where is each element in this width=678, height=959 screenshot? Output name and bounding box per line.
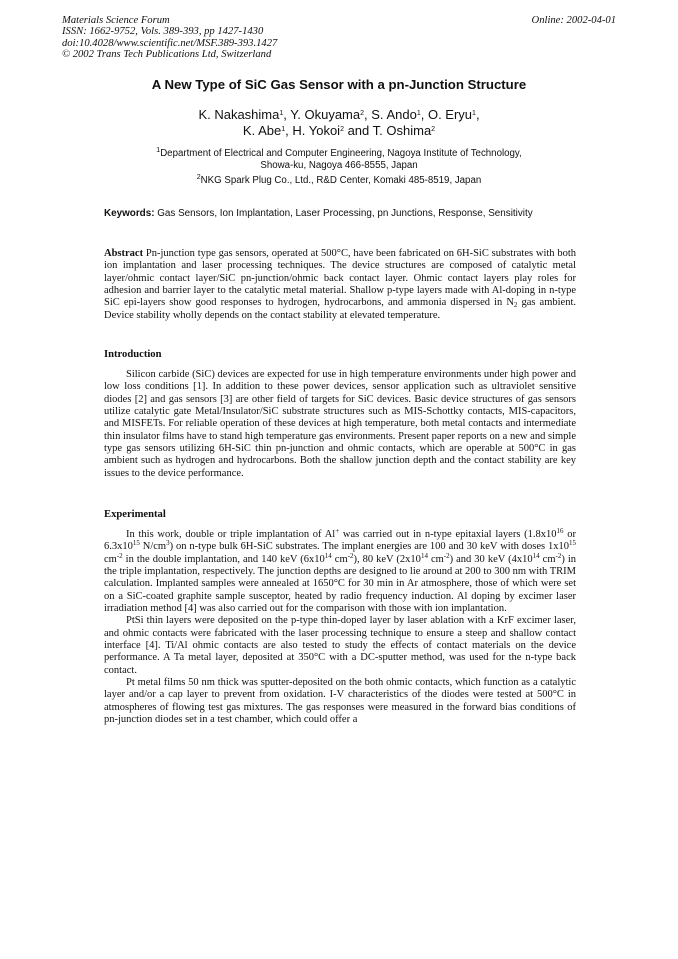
affiliation-mark: 2 <box>431 126 436 133</box>
issn-line: ISSN: 1662-9752, Vols. 389-393, pp 1427-1430 <box>62 26 264 38</box>
author-separator: , <box>475 107 480 122</box>
author-separator: , <box>285 123 293 138</box>
paragraph: Silicon carbide (SiC) devices are expected for use in high temperature environments under high power and low loss conditions [1]. In addition to these power devices, sensor application such as ultraviolet sensitive diodes [2] and gas sensors [3] are other field of targets for SiC devices. Basic device structures of gas sensors utilize catalytic gate Metal/Insulator/SiC substrate structures such as MIS-Schottky contacts, MIS-capacitors, and MISFETs. For reliable operation of these devices at high temperature, both metal contacts and intermediate thin insulator films have to stand high temperature gas environments. Present paper reports on a new and simple type gas sensors utilizing 6H-SiC thin pn-junction and ohmic contacts, which are operable at 500°C in gas ambient such as hydrogen and hydrocarbons. Both the shallow junction depth and the contact stability are key issues to the device performance. <box>104 369 576 479</box>
affiliation-line: Department of Electrical and Computer Engineering, Nagoya Institute of Technology, <box>160 148 522 159</box>
author: Y. Okuyama <box>290 107 361 122</box>
affiliation-mark: 1 <box>281 126 286 133</box>
abstract-label: Abstract <box>104 248 144 259</box>
author-line-2 <box>0 123 678 139</box>
author: K. Nakashima <box>198 107 280 122</box>
affiliation-mark: 2 <box>340 126 344 133</box>
experimental-body <box>104 529 576 727</box>
author-separator: , <box>283 107 291 122</box>
author: O. Eryu <box>427 107 473 122</box>
affiliation-1 <box>0 148 678 172</box>
subscript: 2 <box>513 301 518 310</box>
copyright-line: © 2002 Trans Tech Publications Ltd, Switzerland <box>62 49 272 61</box>
introduction-body <box>104 369 576 480</box>
author-separator: , <box>420 107 428 122</box>
keywords-list: Gas Sensors, Ion Implantation, Laser Processing, pn Junctions, Response, Sensitivity <box>157 208 533 219</box>
online-date: Online: 2002-04-01 <box>531 15 616 26</box>
author: H. Yokoi <box>292 123 341 138</box>
author: K. Abe <box>242 123 282 138</box>
journal-name: Materials Science Forum <box>62 15 170 26</box>
author-line-1 <box>0 107 678 123</box>
keywords-label: Keywords: <box>104 208 155 219</box>
section-heading-introduction: Introduction <box>104 349 162 360</box>
affiliation-line: Showa-ku, Nagoya 466-8555, Japan <box>260 160 418 171</box>
keywords <box>104 208 533 219</box>
author-separator: , <box>364 107 372 122</box>
abstract <box>104 248 576 322</box>
affiliation-mark: 2 <box>196 174 201 181</box>
author: T. Oshima <box>372 123 432 138</box>
affiliation-line: NKG Spark Plug Co., Ltd., R&D Center, Komaki 485-8519, Japan <box>200 175 482 186</box>
abstract-text-end: gas ambient. Device stability wholly depends on the contact stability at elevated temperature. <box>104 297 576 321</box>
affiliation-mark: 1 <box>416 110 421 117</box>
paragraph: Pt metal films 50 nm thick was sputter-deposited on the both ohmic contacts, which function as a catalytic layer and/or a cap layer to prevent from oxidation. I-V characteristics of the diodes were tested at 500°C in atmospheres of flowing test gas mixtures. The gas responses were measured in the forward bias conditions of pn-junction diodes set in a test chamber, which could offer a <box>104 677 576 726</box>
paragraph: In this work, double or triple implantation of Al+ was carried out in n-type epitaxial layers ($1.8x10^{16}$ or $6.3x10^{15}$ $N/cm^3$) on n-type bulk 6H-SiC substrates. The implant energies are 100 and 30 keV with doses $1x10^{15}$ $cm^{-2}$ in the double implantation, and 140 keV ($6x10^{14}$ $cm^{-2}$), 80 keV ($2x10^{14}$ $cm^{-2}$) and 30 keV ($4x10^{14}$ $cm^{-2}$) in the triple implantation, respectively. The junction depths are designed to lie around at 200 to 300 nm with TRIM calculation. Implanted samples were annealed at 1650°C for 30 min in Ar atmosphere, those of which were set on a SiC-coated graphite sample susceptor, heated by radio frequency induction. Al doping by excimer laser irradiation method [4] was also carried out for the comparison with those with ion implantation. <box>104 527 577 615</box>
affiliation-mark: 2 <box>360 110 365 117</box>
paper-title: A New Type of SiC Gas Sensor with a pn-Junction Structure <box>151 77 527 92</box>
affiliation-2 <box>0 175 678 187</box>
abstract-text: Pn-junction type gas sensors, operated at 500°C, have been fabricated on 6H-SiC substrates with both ion implantation and laser processing techniques. The device structures are composed of catalytic metal layer/ohmic contact layer/SiC pn-junction/ohmic back contact layer. Ohmic contact layers play roles for adhesion and barrier layer to the catalytic metal material. Shallow p-type layers made with Al-doping in n-type SiC epi-layers show good responses to hydrogen, hydrocarbons, and ammonia dispersed in N <box>104 248 577 309</box>
affiliation-mark: 1 <box>279 110 284 117</box>
affiliation-mark: 1 <box>156 147 161 154</box>
affiliation-mark: 1 <box>472 110 476 117</box>
author: S. Ando <box>371 107 417 122</box>
citation-header <box>62 15 277 61</box>
paragraph: PtSi thin layers were deposited on the p-type thin-doped layer by laser ablation with a KrF excimer laser, and ohmic contacts were fabricated with the laser processing technique to ensure a steep and shallow contact interface [4]. Ti/Al ohmic contacts are also tested to study the effects of contact materials on the device performance. A Ta metal layer, deposited at 350°C with a DC-sputter method, was used for the n-type back contact. <box>104 615 576 676</box>
section-heading-experimental: Experimental <box>104 509 166 520</box>
author-list <box>0 107 678 139</box>
doi-line[interactable]: doi:10.4028/www.scientific.net/MSF.389-393.1427 <box>62 37 278 49</box>
author-separator: and <box>343 123 373 138</box>
